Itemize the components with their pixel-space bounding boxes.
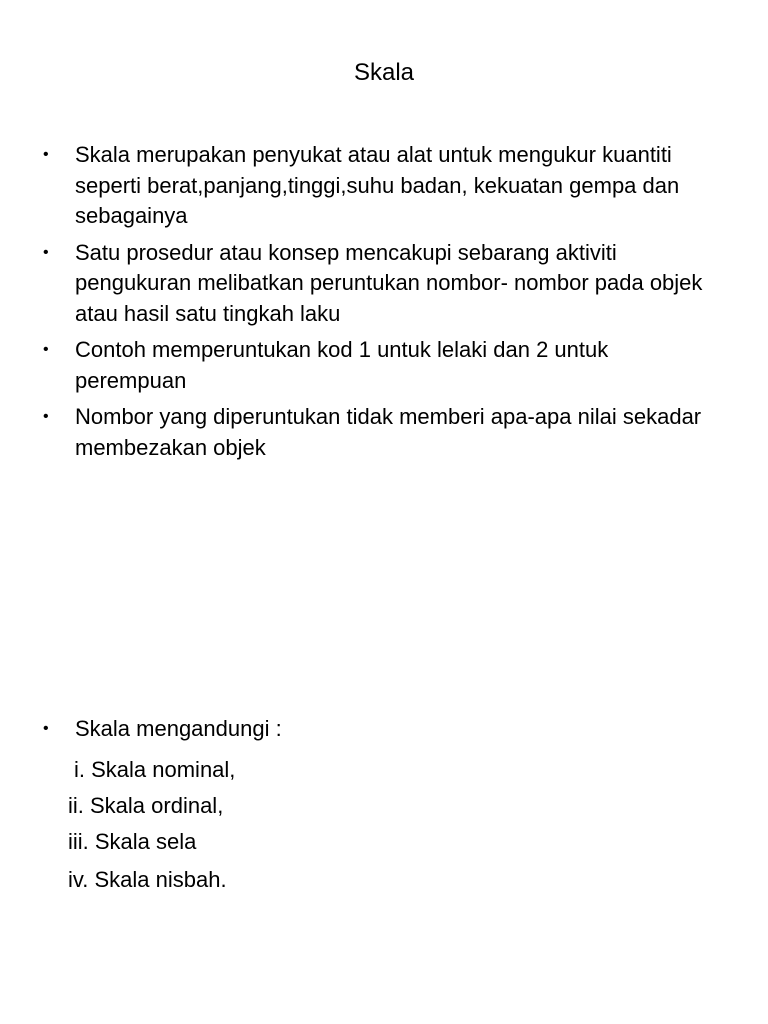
scale-item-nisbah: iv. Skala nisbah. (68, 867, 227, 892)
scale-intro (41, 714, 721, 744)
bullet-text: Contoh memperuntukan kod 1 untuk lelaki dan 2 untuk perempuan (75, 337, 609, 393)
scale-item-ordinal: ii. Skala ordinal, (68, 793, 224, 818)
bullet-text: Nombor yang diperuntukan tidak memberi apa-apa nilai sekadar membezakan objek (75, 404, 702, 460)
scale-section (41, 714, 721, 892)
slide-title: Skala (353, 59, 415, 86)
bullet-dot-icon: • (43, 720, 49, 737)
bullet-item (41, 335, 721, 396)
bullet-dot-icon: • (43, 341, 49, 358)
bullet-text: Skala merupakan penyukat atau alat untuk mengukur kuantiti seperti berat,panjang,tinggi,suhu badan, kekuatan gempa dan sebagainya (75, 142, 680, 228)
scale-item-nominal: i. Skala nominal, (74, 757, 236, 782)
bullet-item (41, 402, 721, 463)
bullet-item (41, 238, 721, 330)
bullet-list (41, 140, 721, 469)
bullet-dot-icon: • (43, 243, 49, 261)
bullet-dot-icon: • (43, 146, 49, 163)
bullet-dot-icon: • (43, 408, 49, 425)
scale-intro-text: Skala mengandungi : (75, 716, 282, 741)
bullet-text: Satu prosedur atau konsep mencakupi sebarang aktiviti pengukuran melibatkan peruntukan nombor- nombor pada objek atau hasil satu tingkah laku (75, 239, 703, 326)
bullet-item (41, 140, 721, 232)
scale-item-sela: iii. Skala sela (68, 829, 197, 854)
